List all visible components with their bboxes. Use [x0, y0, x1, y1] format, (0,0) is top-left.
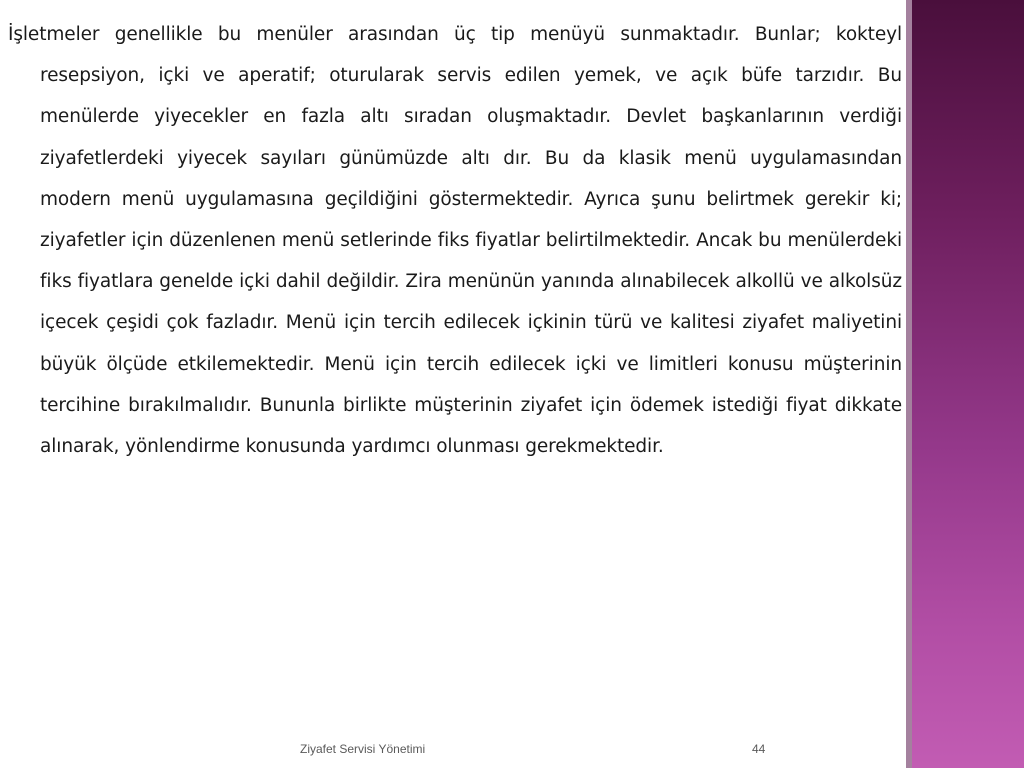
page-number: 44: [752, 742, 766, 756]
side-decorative-band: [912, 0, 1024, 768]
footer-title: Ziyafet Servisi Yönetimi: [300, 742, 426, 756]
body-paragraph: İşletmeler genellikle bu menüler arasından üç tip menüyü sunmaktadır. Bunlar; kokteyl resepsiyon, içki ve aperatif; oturularak servis edilen yemek, ve açık büfe tarzıdır. Bu menülerde yiyecekler en fazla altı sıradan oluşmaktadır. Devlet başkanlarının verdiği ziyafetlerdeki yiyecek sayıları günümüzde altı dır. Bu da klasik menü uygulamasından modern menü uygulamasına geçildiğini göstermektedir. Ayrıca şunu belirtmek gerekir ki; ziyafetler için düzenlenen menü setlerinde fiks fiyatlar belirtilmektedir. Ancak bu menülerdeki fiks fiyatlara genelde içki dahil değildir. Zira menünün yanında alınabilecek alkollü ve alkolsüz içecek çeşidi çok fazladır. Menü için tercih edilecek içkinin türü ve kalitesi ziyafet maliyetini büyük ölçüde etkilemektedir. Menü için tercih edilecek içki ve limitleri konusu müşterinin tercihine bırakılmalıdır. Bununla birlikte müşterinin ziyafet için ödemek istediği fiyat dikkate alınarak, yönlendirme konusunda yardımcı olunması gerekmektedir.: [8, 24, 902, 458]
